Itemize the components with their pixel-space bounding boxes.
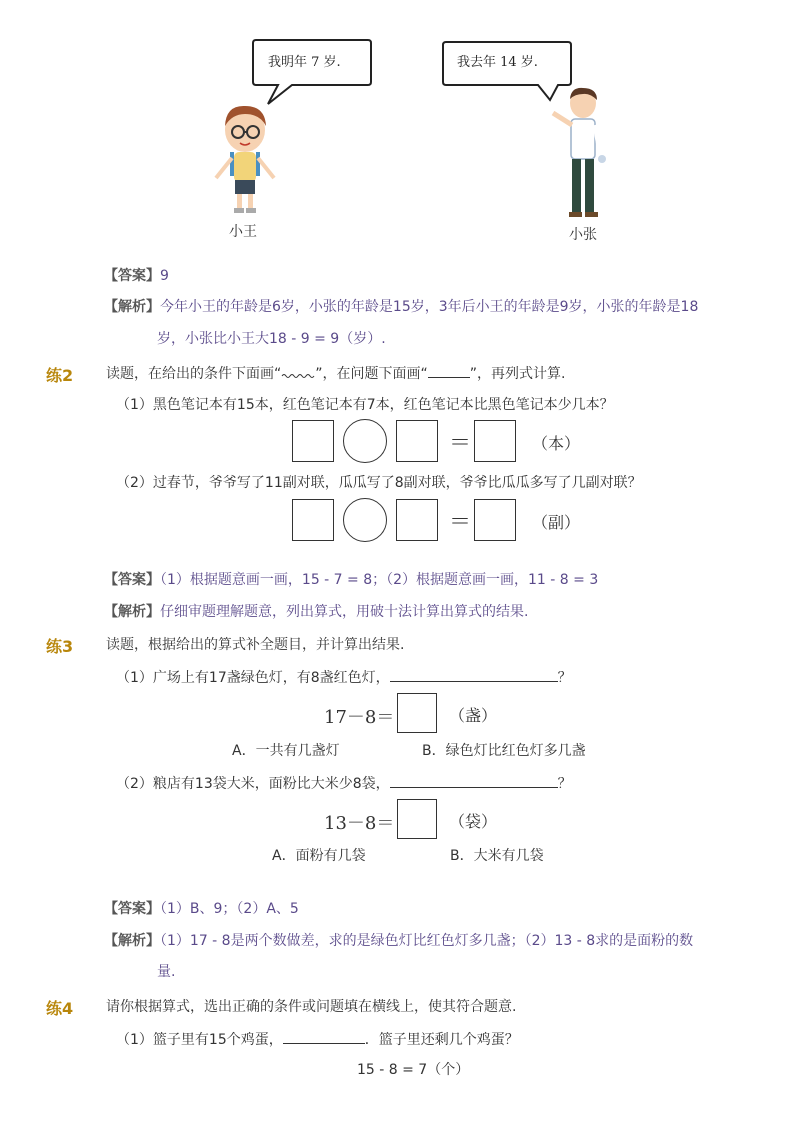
ex1-analysis	[104, 297, 698, 317]
man-xiaozhang-figure	[545, 85, 615, 221]
analysis-tag: 【解析】	[104, 604, 160, 620]
unit-label: （副）	[532, 513, 581, 532]
ex2-prompt-part-c: ”，再列式计算.	[469, 366, 566, 382]
operator-circle[interactable]	[343, 419, 387, 463]
analysis-tag: 【解析】	[104, 299, 160, 315]
ex4-q1-text-a: （1）篮子里有15个鸡蛋，	[116, 1032, 283, 1048]
ex3-q1-formula: 17－8＝	[324, 707, 395, 728]
ex1-answer	[104, 266, 169, 286]
answer-tag: 【答案】	[104, 268, 160, 284]
ex3-q1-option-a[interactable]: A．一共有几盏灯	[232, 743, 340, 759]
answer-box[interactable]	[396, 499, 438, 541]
fill-blank-line[interactable]	[283, 1029, 365, 1044]
fill-blank-line[interactable]	[390, 667, 558, 682]
operator-circle[interactable]	[343, 498, 387, 542]
ex3-prompt: 读题，根据给出的算式补全题目，并计算出结果.	[106, 637, 405, 653]
ex2-q1: （1）黑色笔记本有15本，红色笔记本有7本，红色笔记本比黑色笔记本少几本？	[116, 397, 614, 413]
ex3-q1	[116, 667, 572, 688]
ex2-prompt-part-a: 读题，在给出的条件下面画“	[106, 366, 282, 382]
ex4-q1-formula: 15 - 8 = 7（个）	[357, 1062, 470, 1078]
ex3-q2-option-a[interactable]: A．面粉有几袋	[272, 848, 366, 864]
ex4-q1-text-b: ．篮子里还剩几个鸡蛋？	[364, 1032, 519, 1048]
analysis-tag: 【解析】	[104, 933, 160, 949]
ex1-analysis-line2: 岁，小张比小王大18 - 9 = 9（岁）.	[157, 331, 386, 347]
equals-sign: ＝	[449, 431, 472, 456]
answer-box[interactable]	[474, 499, 516, 541]
wavy-line-icon	[281, 368, 315, 378]
unit-label: （盏）	[449, 706, 498, 725]
answer-tag: 【答案】	[104, 901, 160, 917]
analysis-text: 今年小王的年龄是6岁，小张的年龄是15岁，3年后小王的年龄是9岁，小张的年龄是18	[160, 299, 699, 315]
ex2-q2: （2）过春节，爷爷写了11副对联，瓜瓜写了8副对联，爷爷比瓜瓜多写了几副对联？	[116, 475, 642, 491]
boy-xiaowang-figure	[210, 100, 280, 220]
ex3-q1-text: （1）广场上有17盏绿色灯，有8盏红色灯，	[116, 670, 390, 686]
ex3-analysis-line2: 量.	[157, 964, 176, 980]
ex2-label: 练2	[46, 366, 74, 385]
ex3-label: 练3	[46, 637, 74, 656]
unit-label: （本）	[532, 434, 581, 453]
bubble-left-text: 我明年 7 岁.	[268, 55, 341, 70]
analysis-text: 仔细审题理解题意，列出算式，用破十法计算出算式的结果.	[160, 604, 529, 620]
ex2-answer	[104, 570, 598, 590]
ex2-analysis	[104, 602, 528, 622]
ex3-q2-option-b[interactable]: B．大米有几袋	[450, 848, 544, 864]
answer-text: （1）B、9；（2）A、5	[160, 901, 299, 917]
answer-text: （1）根据题意画一画，15 - 7 = 8；（2）根据题意画一画，11 - 8 = 3	[160, 572, 599, 588]
answer-box[interactable]	[292, 420, 334, 462]
name-label-xiaowang: 小王	[229, 224, 257, 240]
ex3-q2-text: （2）粮店有13袋大米，面粉比大米少8袋，	[116, 776, 390, 792]
fill-blank-line[interactable]	[390, 773, 558, 788]
ex3-q1-end: ？	[557, 670, 572, 686]
ex4-label: 练4	[46, 999, 74, 1018]
answer-box[interactable]	[292, 499, 334, 541]
ex3-answer	[104, 899, 299, 919]
answer-box[interactable]	[397, 693, 437, 733]
ex4-prompt: 请你根据算式，选出正确的条件或问题填在横线上，使其符合题意.	[106, 999, 517, 1015]
ex3-q2-end: ？	[557, 776, 572, 792]
ex4-q1	[116, 1029, 519, 1050]
ex2-prompt	[106, 363, 565, 384]
answer-text: 9	[160, 268, 169, 284]
equals-sign: ＝	[449, 510, 472, 535]
answer-tag: 【答案】	[104, 572, 160, 588]
ex3-q1-option-b[interactable]: B．绿色灯比红色灯多几盏	[422, 743, 586, 759]
answer-box[interactable]	[397, 799, 437, 839]
ex3-q2-formula: 13－8＝	[324, 813, 395, 834]
unit-label: （袋）	[449, 812, 498, 831]
ex3-q2	[116, 773, 572, 794]
straight-line-icon	[428, 363, 470, 378]
analysis-text: （1）17 - 8是两个数做差，求的是绿色灯比红色灯多几盏；（2）13 - 8求的是面粉的数	[160, 933, 694, 949]
answer-box[interactable]	[474, 420, 516, 462]
name-label-xiaozhang: 小张	[569, 227, 597, 243]
bubble-right-text: 我去年 14 岁.	[457, 55, 538, 70]
ex2-prompt-part-b: ”，在问题下面画“	[315, 366, 428, 382]
ex3-analysis	[104, 931, 693, 951]
answer-box[interactable]	[396, 420, 438, 462]
